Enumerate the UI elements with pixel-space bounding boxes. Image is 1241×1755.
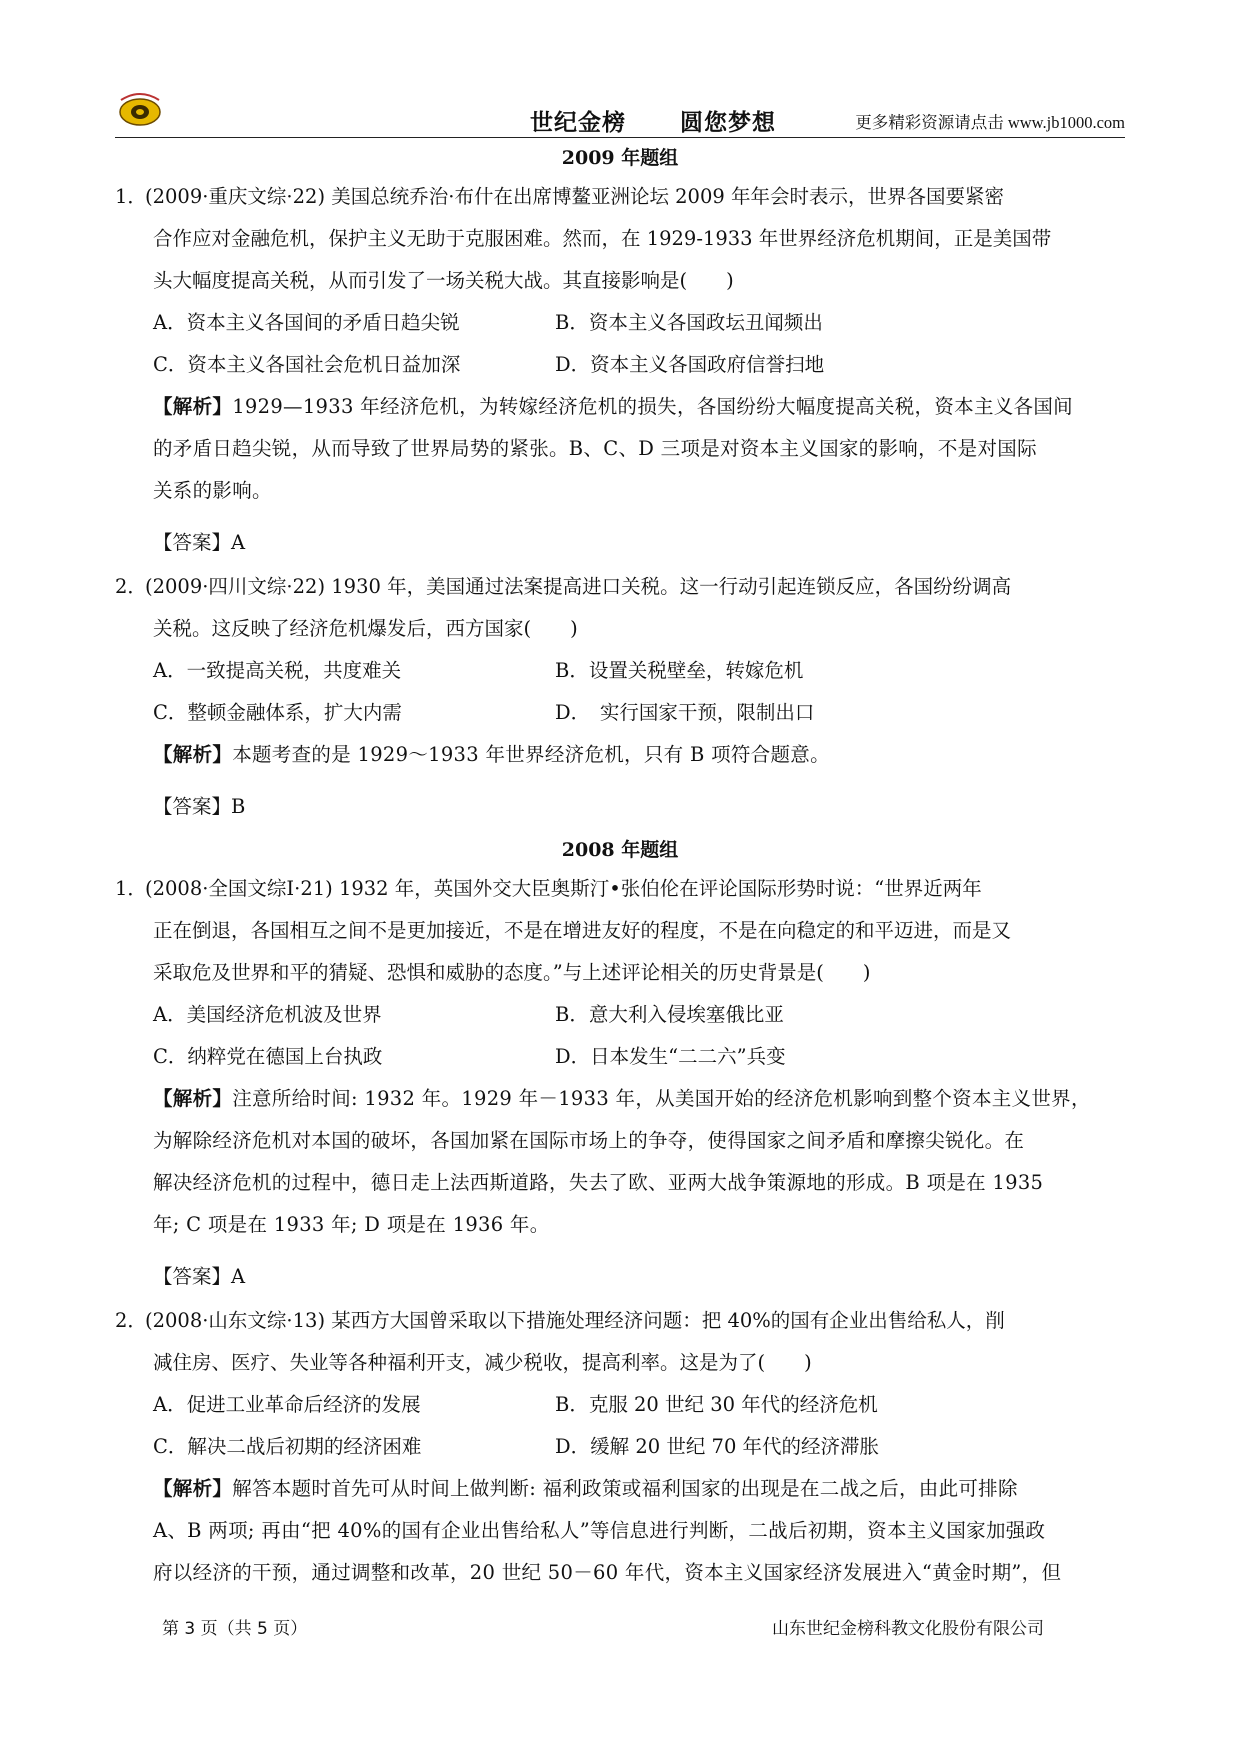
question	[115, 176, 1125, 564]
question	[115, 868, 1125, 1298]
option: A．促进工业革命后经济的发展	[153, 1393, 421, 1416]
analysis-text: 注意所给时间: 1932 年。1929 年－1933 年，从美国开始的经济危机影响到整个资本主义世界，	[232, 1087, 1091, 1110]
analysis-tag: 【解析】	[153, 1477, 233, 1500]
option: B．克服 20 世纪 30 年代的经济危机	[555, 1393, 878, 1416]
option: C．解决二战后初期的经济困难	[153, 1435, 422, 1458]
option: D． 实行国家干预，限制出口	[555, 701, 815, 724]
analysis-text: 为解除经济危机对本国的破坏，各国加紧在国际市场上的争夺，使得国家之间矛盾和摩擦尖锐化。在	[153, 1129, 1025, 1152]
analysis-tag: 【解析】	[153, 743, 233, 766]
question-text-line	[115, 566, 1125, 608]
analysis-line	[153, 1120, 1125, 1162]
option-row	[115, 650, 1125, 692]
option: A．资本主义各国间的矛盾日趋尖锐	[153, 311, 460, 334]
group-title: 2008 年题组	[561, 839, 679, 861]
analysis-line	[153, 1204, 1125, 1246]
question-number: 2．	[115, 575, 147, 598]
analysis-text: 1929—1933 年经济危机，为转嫁经济危机的损失，各国纷纷大幅度提高关税，资本主义各国间	[232, 395, 1073, 418]
analysis-line	[153, 734, 1125, 776]
option-row	[115, 994, 1125, 1036]
question-text-line	[115, 910, 1125, 952]
question-text-line	[115, 1342, 1125, 1384]
option: C．纳粹党在德国上台执政	[153, 1045, 383, 1068]
option-row	[115, 1384, 1125, 1426]
analysis-line	[153, 1552, 1125, 1594]
document-body	[115, 138, 1125, 1594]
analysis-line	[153, 428, 1125, 470]
analysis-text: 年; C 项是在 1933 年; D 项是在 1936 年。	[153, 1213, 550, 1236]
option-row	[115, 1426, 1125, 1468]
option: A．一致提高关税，共度难关	[153, 659, 402, 682]
question-text-line	[115, 1300, 1125, 1342]
question-text-line	[115, 868, 1125, 910]
question-text: 关税。这反映了经济危机爆发后，西方国家( )	[153, 617, 578, 640]
analysis-text: 的矛盾日趋尖锐，从而导致了世界局势的紧张。B、C、D 三项是对资本主义国家的影响，不是对国际	[153, 437, 1037, 460]
answer: 【答案】A	[153, 531, 246, 554]
more-resources-link[interactable]: 更多精彩资源请点击 www.jb1000.com	[855, 113, 1125, 132]
answer: 【答案】B	[153, 795, 246, 818]
option: D．日本发生“二二六”兵变	[555, 1045, 786, 1068]
analysis-tag: 【解析】	[153, 1087, 233, 1110]
question-text: (2008·山东文综·13) 某西方大国曾采取以下措施处理经济问题：把 40%的国有企业出售给私人，削	[145, 1309, 1005, 1332]
page-header	[115, 82, 1125, 140]
option: B．设置关税壁垒，转嫁危机	[555, 659, 804, 682]
option-row	[115, 1036, 1125, 1078]
question-text-line	[115, 176, 1125, 218]
question	[115, 566, 1125, 828]
analysis	[115, 734, 1125, 776]
question-text: 正在倒退，各国相互之间不是更加接近，不是在增进友好的程度，不是在向稳定的和平迈进，而是又	[153, 919, 1012, 942]
question-text-line	[115, 260, 1125, 302]
company-logo-icon	[115, 88, 165, 130]
analysis-text: 本题考查的是 1929～1933 年世界经济危机，只有 B 项符合题意。	[232, 743, 830, 766]
group-title: 2009 年题组	[561, 147, 679, 169]
page-number: 第 3 页（共 5 页）	[162, 1619, 308, 1639]
analysis-line	[153, 1162, 1125, 1204]
analysis-text: 解决经济危机的过程中，德日走上法西斯道路，失去了欧、亚两大战争策源地的形成。B 项是在 1935	[153, 1171, 1044, 1194]
option: A．美国经济危机波及世界	[153, 1003, 382, 1026]
option: B．意大利入侵埃塞俄比亚	[555, 1003, 784, 1026]
question-text: 合作应对金融危机，保护主义无助于克服困难。然而，在 1929-1933 年世界经济危机期间，正是美国带	[153, 227, 1052, 250]
option: C．整顿金融体系，扩大内需	[153, 701, 402, 724]
analysis	[115, 386, 1125, 512]
slogan-left: 世纪金榜	[530, 110, 626, 136]
analysis-line	[153, 1468, 1125, 1510]
question	[115, 1300, 1125, 1594]
question-text-line	[115, 218, 1125, 260]
question-text: 采取危及世界和平的猜疑、恐惧和威胁的态度。”与上述评论相关的历史背景是( )	[153, 961, 871, 984]
analysis-line	[153, 386, 1125, 428]
question-number: 1．	[115, 877, 147, 900]
question-text: (2008·全国文综Ⅰ·21) 1932 年，英国外交大臣奥斯汀•张伯伦在评论国际形势时说：“世界近两年	[145, 877, 982, 900]
question-text: 头大幅度提高关税，从而引发了一场关税大战。其直接影响是( )	[153, 269, 734, 292]
analysis	[115, 1078, 1125, 1246]
analysis-text: A、B 两项; 再由“把 40%的国有企业出售给私人”等信息进行判断，二战后初期，资本主义国家加强政	[153, 1519, 1046, 1542]
analysis-line	[153, 470, 1125, 512]
option: C．资本主义各国社会危机日益加深	[153, 353, 461, 376]
analysis-line	[153, 1510, 1125, 1552]
company-name: 山东世纪金榜科教文化股份有限公司	[772, 1619, 1044, 1639]
question-text: (2009·重庆文综·22) 美国总统乔治·布什在出席博鳌亚洲论坛 2009 年年会时表示，世界各国要紧密	[145, 185, 1004, 208]
option-row	[115, 344, 1125, 386]
answer: 【答案】A	[153, 1265, 246, 1288]
analysis-line	[153, 1078, 1125, 1120]
slogan-right: 圆您梦想	[680, 110, 776, 136]
analysis-text: 解答本题时首先可从时间上做判断: 福利政策或福利国家的出现是在二战之后，由此可排除	[232, 1477, 1018, 1500]
option: D．缓解 20 世纪 70 年代的经济滞胀	[555, 1435, 880, 1458]
option: B．资本主义各国政坛丑闻频出	[555, 311, 823, 334]
option: D．资本主义各国政府信誉扫地	[555, 353, 825, 376]
question-number: 1．	[115, 185, 147, 208]
analysis	[115, 1468, 1125, 1594]
analysis-text: 府以经济的干预，通过调整和改革，20 世纪 50－60 年代，资本主义国家经济发展进入“黄金时期”，但	[153, 1561, 1062, 1584]
option-row	[115, 302, 1125, 344]
question-text-line	[115, 952, 1125, 994]
analysis-tag: 【解析】	[153, 395, 233, 418]
question-number: 2．	[115, 1309, 147, 1332]
question-text: (2009·四川文综·22) 1930 年，美国通过法案提高进口关税。这一行动引起连锁反应，各国纷纷调高	[145, 575, 1012, 598]
option-row	[115, 692, 1125, 734]
question-text-line	[115, 608, 1125, 650]
analysis-text: 关系的影响。	[153, 479, 272, 502]
question-text: 减住房、医疗、失业等各种福利开支，减少税收，提高利率。这是为了( )	[153, 1351, 812, 1374]
